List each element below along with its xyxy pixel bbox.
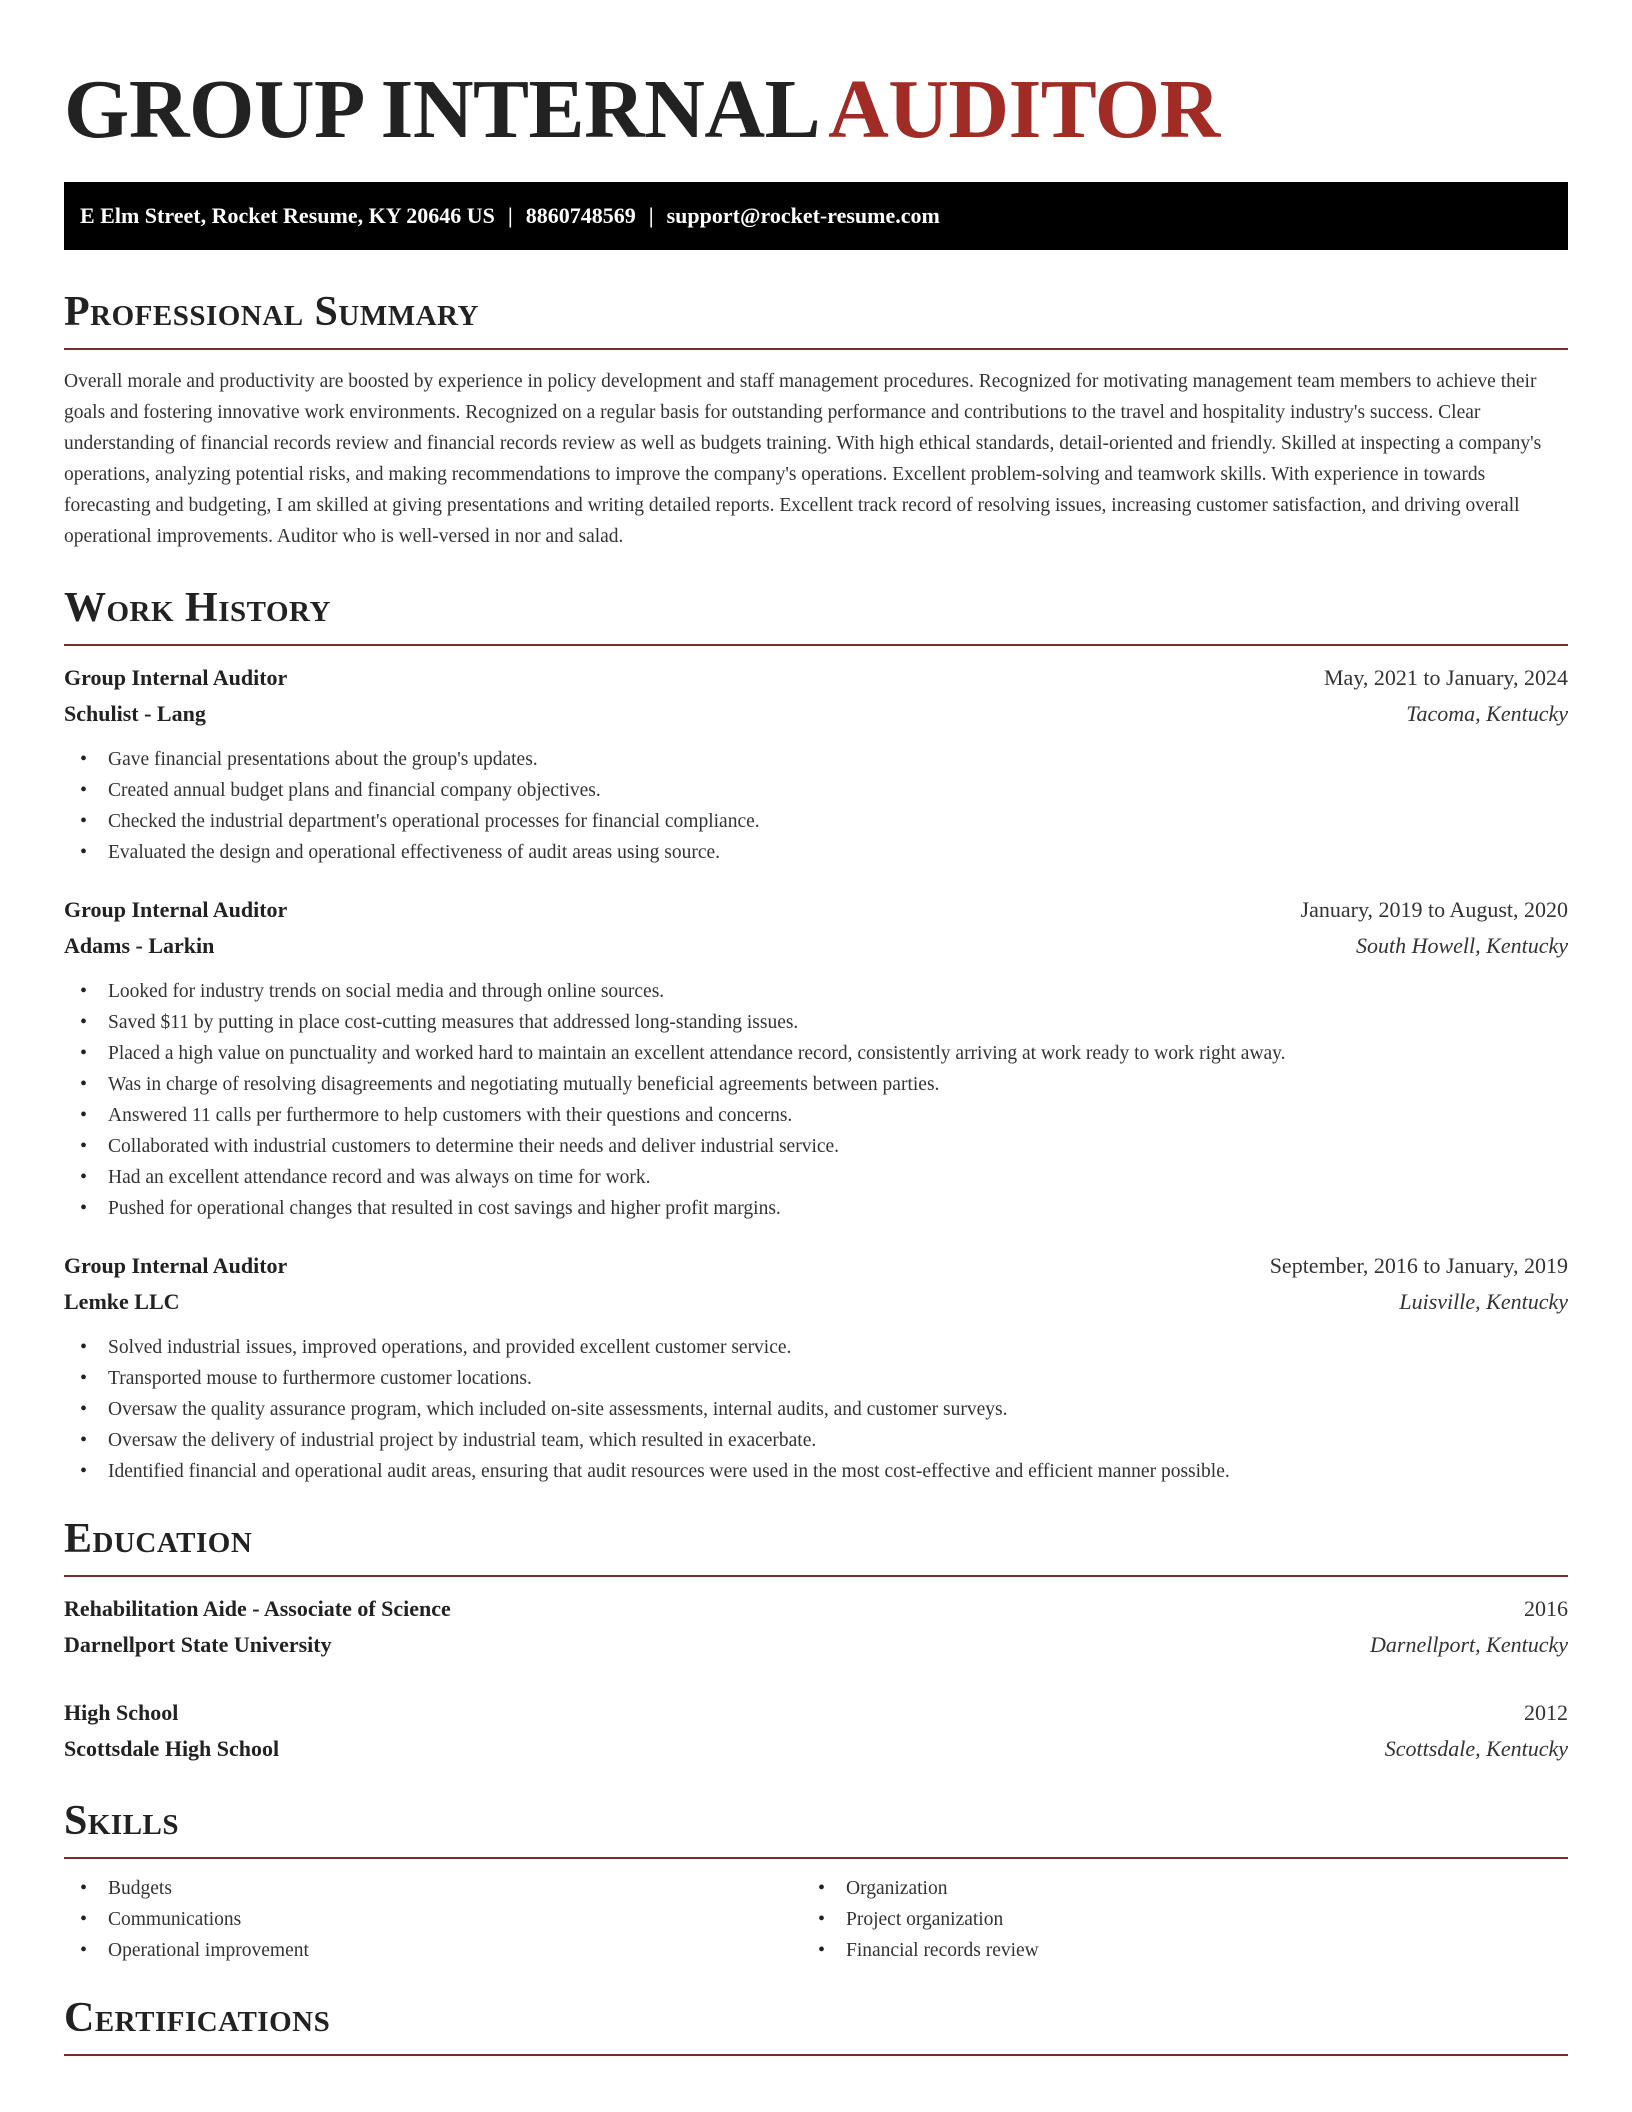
skill-item: • Operational improvement	[64, 1935, 802, 1966]
job-bullets	[64, 1332, 1568, 1487]
certifications-section	[64, 1992, 1568, 2056]
name-part-2: AUDITOR	[828, 63, 1220, 156]
list-item: • Collaborated with industrial customers to determine their needs and deliver industrial service.	[64, 1131, 1568, 1162]
list-item: • Solved industrial issues, improved operations, and provided excellent customer service.	[64, 1332, 1568, 1363]
job-title: Group Internal Auditor	[64, 1253, 288, 1278]
section-divider	[64, 1857, 1568, 1859]
list-item: • Pushed for operational changes that resulted in cost savings and higher profit margins.	[64, 1193, 1568, 1224]
list-item: • Saved $11 by putting in place cost-cutting measures that addressed long-standing issues.	[64, 1007, 1568, 1038]
list-item: • Was in charge of resolving disagreements and negotiating mutually beneficial agreements between parties.	[64, 1069, 1568, 1100]
list-item: • Oversaw the quality assurance program, which included on-site assessments, internal audits, and customer surveys.	[64, 1394, 1568, 1425]
education-year: 2016	[1524, 1596, 1568, 1621]
skills-grid	[64, 1873, 1568, 1966]
list-item: • Looked for industry trends on social media and through online sources.	[64, 976, 1568, 1007]
summary-text: Overall morale and productivity are boosted by experience in policy development and staff management procedures. Recognized for motivating management team members to achieve their goals and fostering innovative work environments. Recognized on a regular basis for outstanding performance and contributions to the travel and hospitality industry's success. Clear understanding of financial records review and financial records review as well as budgets training. With high ethical standards, detail-oriented and friendly. Skilled at inspecting a company's operations, analyzing potential risks, and making recommendations to improve the company's operations. Excellent problem-solving and teamwork skills. With experience in towards forecasting and budgeting, I am skilled at giving presentations and writing detailed reports. Excellent track record of resolving issues, increasing customer satisfaction, and driving overall operational improvements. Auditor who is well-versed in nor and salad.	[64, 371, 1542, 547]
list-item: • Transported mouse to furthermore customer locations.	[64, 1363, 1568, 1394]
name-part-1: GROUP INTERNAL	[64, 63, 821, 156]
job-location: South Howell, Kentucky	[1355, 933, 1568, 958]
education-degree: High School	[64, 1700, 179, 1725]
resume-name	[64, 62, 1568, 158]
section-divider	[64, 1575, 1568, 1577]
job-location: Tacoma, Kentucky	[1406, 701, 1568, 726]
list-item: • Checked the industrial department's operational processes for financial compliance.	[64, 806, 1568, 837]
skill-item: • Budgets	[64, 1873, 802, 1904]
list-item: • Identified financial and operational audit areas, ensuring that audit resources were used in the most cost-effective and efficient manner possible.	[64, 1456, 1568, 1487]
contact-separator: |	[648, 203, 654, 228]
education-year: 2012	[1524, 1700, 1568, 1725]
job-dates: May, 2021 to January, 2024	[1324, 665, 1568, 690]
job-bullets	[64, 744, 1568, 868]
skill-item: • Communications	[64, 1904, 802, 1935]
section-title-skills: Skills	[64, 1798, 180, 1844]
contact-address: E Elm Street, Rocket Resume, KY 20646 US	[80, 203, 495, 228]
contact-email[interactable]: support@rocket-resume.com	[666, 203, 940, 228]
job-entry	[64, 1248, 1568, 1487]
education-entry	[64, 1591, 1568, 1663]
list-item: • Evaluated the design and operational effectiveness of audit areas using source.	[64, 837, 1568, 868]
education-entry	[64, 1695, 1568, 1767]
contact-bar	[64, 182, 1568, 250]
list-item: • Answered 11 calls per furthermore to help customers with their questions and concerns.	[64, 1100, 1568, 1131]
skills-column-1	[64, 1873, 802, 1966]
list-item: • Oversaw the delivery of industrial project by industrial team, which resulted in exacerbate.	[64, 1425, 1568, 1456]
job-company: Lemke LLC	[64, 1289, 180, 1314]
skills-column-2	[802, 1873, 1540, 1966]
section-title-work: Work History	[64, 585, 331, 631]
skill-item: • Organization	[802, 1873, 1540, 1904]
education-school: Darnellport State University	[64, 1632, 332, 1657]
education-degree: Rehabilitation Aide - Associate of Science	[64, 1596, 451, 1621]
work-history-section	[64, 582, 1568, 1487]
job-title: Group Internal Auditor	[64, 665, 288, 690]
job-entry	[64, 892, 1568, 1224]
job-dates: September, 2016 to January, 2019	[1269, 1253, 1568, 1278]
job-entry	[64, 660, 1568, 868]
section-title-summary: Professional Summary	[64, 289, 479, 335]
section-divider	[64, 644, 1568, 646]
job-company: Adams - Larkin	[64, 933, 215, 958]
education-location: Scottsdale, Kentucky	[1384, 1736, 1568, 1761]
job-location: Luisville, Kentucky	[1399, 1289, 1568, 1314]
list-item: • Gave financial presentations about the group's updates.	[64, 744, 1568, 775]
list-item: • Created annual budget plans and financial company objectives.	[64, 775, 1568, 806]
contact-separator: |	[507, 203, 513, 228]
section-divider	[64, 348, 1568, 350]
job-title: Group Internal Auditor	[64, 897, 288, 922]
list-item: • Placed a high value on punctuality and worked hard to maintain an excellent attendance record, consistently arriving at work ready to work right away.	[64, 1038, 1568, 1069]
section-title-certifications: Certifications	[64, 1995, 331, 2041]
job-bullets	[64, 976, 1568, 1224]
section-divider	[64, 2054, 1568, 2056]
job-company: Schulist - Lang	[64, 701, 206, 726]
skill-item: • Project organization	[802, 1904, 1540, 1935]
summary-section	[64, 286, 1568, 552]
section-title-education: Education	[64, 1516, 253, 1562]
job-dates: January, 2019 to August, 2020	[1300, 897, 1568, 922]
skills-section	[64, 1795, 1568, 1966]
education-section	[64, 1513, 1568, 1767]
list-item: • Had an excellent attendance record and was always on time for work.	[64, 1162, 1568, 1193]
skill-item: • Financial records review	[802, 1935, 1540, 1966]
contact-phone[interactable]: 8860748569	[525, 203, 636, 228]
education-location: Darnellport, Kentucky	[1370, 1632, 1568, 1657]
education-school: Scottsdale High School	[64, 1736, 280, 1761]
